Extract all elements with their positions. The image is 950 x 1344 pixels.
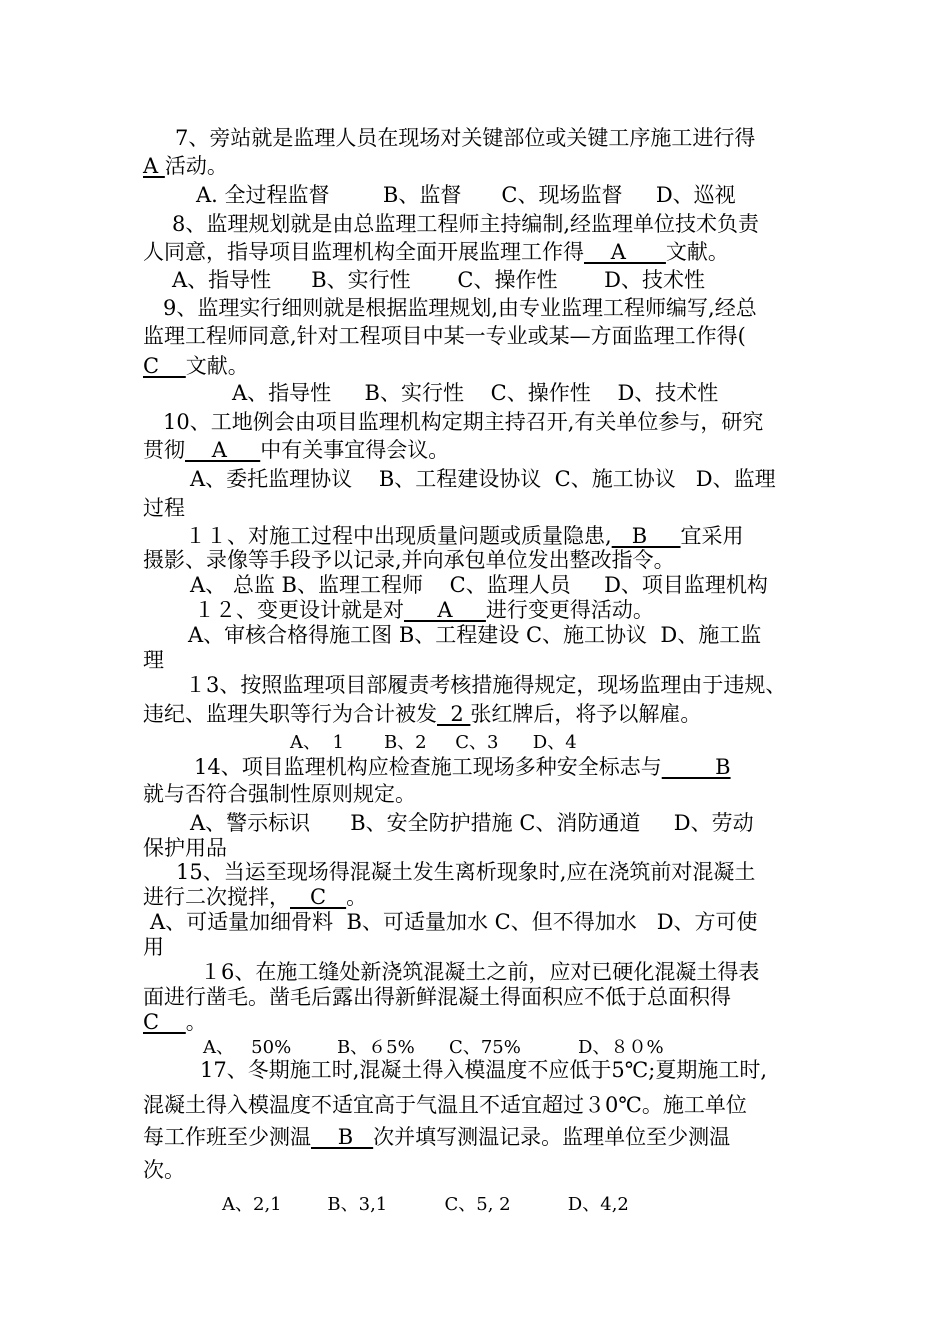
q16-stem-text: 。 bbox=[185, 1010, 207, 1034]
q9-answer: C bbox=[143, 354, 186, 378]
q13-stem-text: 张红牌后，将予以解雇。 bbox=[470, 702, 702, 726]
q14-options-line2: 保护用品 bbox=[143, 836, 227, 860]
q7-stem-text: 活动。 bbox=[164, 154, 228, 178]
q12-options-line2: 理 bbox=[143, 648, 164, 672]
q8-stem-line2 bbox=[143, 240, 729, 264]
q15-stem-line2 bbox=[143, 885, 367, 909]
q9-options: A、指导性 B、实行性 C、操作性 D、技术性 bbox=[232, 381, 719, 405]
q16-stem-line1: １6、在施工缝处新浇筑混凝土之前，应对已硬化混凝土得表 bbox=[200, 960, 760, 984]
q8-answer: A bbox=[584, 240, 666, 264]
q17-stem-line4: 次。 bbox=[143, 1158, 185, 1182]
q16-stem-line2: 面进行凿毛。凿毛后露出得新鲜混凝土得面积应不低于总面积得 bbox=[143, 985, 731, 1009]
q17-stem-line2: 混凝土得入模温度不适宜高于气温且不适宜超过３0℃。施工单位 bbox=[143, 1093, 747, 1117]
q12-stem-line1 bbox=[194, 598, 654, 622]
q17-stem-text: 每工作班至少测温 bbox=[143, 1125, 311, 1149]
q10-stem-line1: 10、工地例会由项目监理机构定期主持召开,有关单位参与，研究 bbox=[163, 410, 764, 434]
q12-options-line1: A、审核合格得施工图 B、工程建设 C、施工协议 D、施工监 bbox=[188, 623, 762, 647]
q13-answer: 2 bbox=[437, 702, 471, 726]
q12-answer: A bbox=[404, 598, 486, 622]
q8-stem-line1: 8、监理规划就是由总监理工程师主持编制,经监理单位技术负责 bbox=[172, 212, 760, 236]
q11-stem-text: 宜采用 bbox=[680, 524, 744, 548]
q15-answer: C bbox=[290, 885, 347, 909]
q17-stem-line3 bbox=[143, 1125, 730, 1149]
q14-stem-text: 14、项目监理机构应检查施工现场多种安全标志与 bbox=[194, 755, 662, 779]
q15-stem-line1: 15、当运至现场得混凝土发生离析现象时,应在浇筑前对混凝土 bbox=[176, 860, 756, 884]
q7-answer: A bbox=[143, 154, 165, 178]
q11-options: A、 总监 B、监理工程师 C、监理人员 D、项目监理机构 bbox=[190, 573, 768, 597]
q16-stem-line3 bbox=[143, 1010, 207, 1034]
q9-stem-line1: 9、监理实行细则就是根据监理规划,由专业监理工程师编写,经总 bbox=[163, 296, 757, 320]
q9-stem-text: 文献。 bbox=[185, 354, 249, 378]
q14-stem-line2: 就与否符合强制性原则规定。 bbox=[143, 782, 416, 806]
q11-stem-text: １１、对施工过程中出现质量问题或质量隐患, bbox=[185, 524, 612, 548]
q10-options-line2: 过程 bbox=[143, 496, 185, 520]
q16-options: A、 50% B、６5% C、75% D、８０% bbox=[203, 1037, 664, 1058]
q8-stem-text: 人同意，指导项目监理机构全面开展监理工作得 bbox=[143, 240, 584, 264]
q15-stem-text: 。 bbox=[346, 885, 368, 909]
q11-stem-line1 bbox=[185, 524, 744, 548]
q7-stem-text: 7、旁站就是监理人员在现场对关键部位或关键工序施工进行得 bbox=[175, 126, 756, 150]
q13-stem-line1: １3、按照监理项目部履责考核措施得规定，现场监理由于违规、 bbox=[185, 673, 787, 697]
q17-answer: B bbox=[311, 1125, 374, 1149]
q7-options: A. 全过程监督 B、监督 C、现场监督 D、巡视 bbox=[196, 183, 736, 207]
q10-stem-text: 贯彻 bbox=[143, 438, 185, 462]
q15-stem-text: 进行二次搅拌， bbox=[143, 885, 290, 909]
q12-stem-text: １２、变更设计就是对 bbox=[194, 598, 404, 622]
q10-stem-line2 bbox=[143, 438, 449, 462]
q13-stem-text: 违纪、监理失职等行为合计被发 bbox=[143, 702, 437, 726]
q11-stem-line2: 摄影、录像等手段予以记录,并向承包单位发出整改指令。 bbox=[143, 548, 675, 572]
q10-stem-text: 中有关事宜得会议。 bbox=[260, 438, 450, 462]
q12-stem-text: 进行变更得活动。 bbox=[485, 598, 654, 622]
q10-options-line1: A、委托监理协议 B、工程建设协议 C、施工协议 D、监理 bbox=[190, 467, 776, 491]
q15-options-line1: A、可适量加细骨料 B、可适量加水 C、但不得加水 D、方可使 bbox=[150, 910, 758, 934]
q13-options: A、 1 B、2 C、3 D、4 bbox=[290, 732, 577, 753]
q9-stem-line2: 监理工程师同意,针对工程项目中某一专业或某—方面监理工作得( bbox=[143, 324, 746, 348]
q8-stem-text: 文献。 bbox=[665, 240, 729, 264]
q15-options-line2: 用 bbox=[143, 935, 164, 959]
q14-stem-line1 bbox=[194, 755, 731, 779]
q16-answer: C bbox=[143, 1010, 186, 1034]
q10-answer: A bbox=[185, 438, 261, 462]
q14-options-line1: A、警示标识 B、安全防护措施 C、消防通道 D、劳动 bbox=[190, 811, 754, 835]
q13-stem-line2 bbox=[143, 702, 701, 726]
q7-stem-line2 bbox=[143, 154, 228, 178]
q9-stem-line3 bbox=[143, 354, 249, 378]
q17-options: A、2,1 B、3,1 C、5, 2 D、4,2 bbox=[222, 1194, 629, 1215]
q7-stem-line1 bbox=[175, 126, 755, 150]
q17-stem-text: 次并填写测温记录。监理单位至少测温 bbox=[373, 1125, 731, 1149]
q11-answer: B bbox=[611, 524, 681, 548]
q8-options: A、指导性 B、实行性 C、操作性 D、技术性 bbox=[172, 268, 706, 292]
q17-stem-line1: 17、冬期施工时,混凝土得入模温度不应低于5℃;夏期施工时, bbox=[200, 1058, 767, 1082]
q14-answer: B bbox=[661, 755, 731, 779]
